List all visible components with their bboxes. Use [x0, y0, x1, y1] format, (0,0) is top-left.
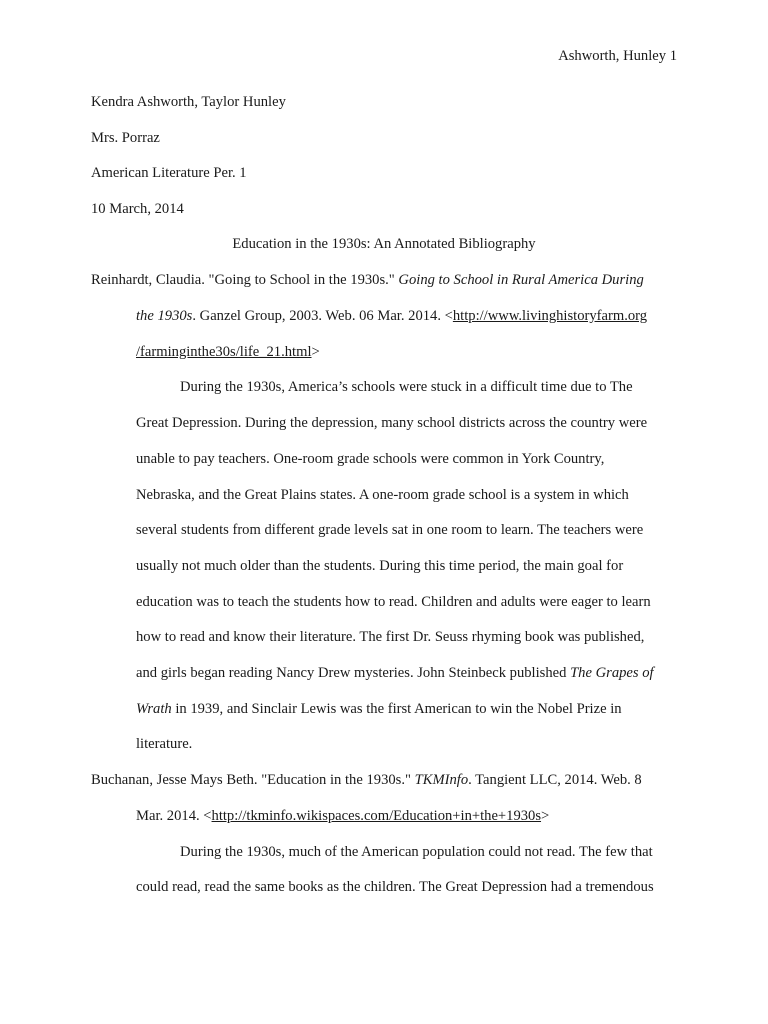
- annotation-line: [136, 700, 622, 718]
- citation-text: . Ganzel Group, 2003. Web. 06 Mar. 2014. <: [192, 308, 453, 324]
- author-names: Kendra Ashworth, Taylor Hunley: [91, 94, 286, 110]
- citation-text: >: [541, 808, 550, 824]
- citation-link[interactable]: http://tkminfo.wikispaces.com/Education+in+the+1930s: [211, 808, 542, 824]
- annotation-line: usually not much older than the students. During this time period, the main goal for: [136, 558, 624, 574]
- annotation-line: Nebraska, and the Great Plains states. A one-room grade school is a system in which: [136, 487, 629, 503]
- annotation-line: could read, read the same books as the children. The Great Depression had a tremendous: [136, 879, 654, 895]
- citation-source-title: the 1930s: [136, 308, 193, 324]
- running-head: Ashworth, Hunley 1: [558, 48, 677, 64]
- annotation-line: how to read and know their literature. The first Dr. Seuss rhyming book was published,: [136, 629, 645, 645]
- citation-link[interactable]: /farminginthe30s/life_21.html: [136, 344, 312, 360]
- document-title: Education in the 1930s: An Annotated Bibliography: [232, 236, 536, 252]
- annotation-line: unable to pay teachers. One-room grade schools were common in York Country,: [136, 451, 605, 467]
- annotation-line: literature.: [136, 736, 193, 752]
- citation-line: [136, 307, 647, 325]
- citation-line: [91, 271, 644, 289]
- teacher-name: Mrs. Porraz: [91, 130, 160, 146]
- citation-text: >: [311, 344, 320, 360]
- course-name: American Literature Per. 1: [91, 165, 247, 181]
- citation-text: . Tangient LLC, 2014. Web. 8: [468, 772, 642, 788]
- citation-line: [136, 343, 320, 361]
- annotation-line: [136, 664, 654, 682]
- citation-source-title: Going to School in Rural America During: [398, 272, 644, 288]
- book-title: Wrath: [136, 701, 172, 717]
- citation-text: Buchanan, Jesse Mays Beth. "Education in the 1930s.": [91, 772, 415, 788]
- document-date: 10 March, 2014: [91, 201, 184, 217]
- citation-link[interactable]: http://www.livinghistoryfarm.org: [452, 308, 648, 324]
- citation-line: [136, 807, 549, 825]
- annotation-text: in 1939, and Sinclair Lewis was the first American to win the Nobel Prize in: [171, 701, 622, 717]
- annotation-line: During the 1930s, America’s schools were stuck in a difficult time due to The: [180, 379, 633, 395]
- citation-line: [91, 771, 642, 789]
- citation-text: Mar. 2014. <: [136, 808, 212, 824]
- citation-text: Reinhardt, Claudia. "Going to School in the 1930s.": [91, 272, 399, 288]
- book-title: The Grapes of: [570, 665, 654, 681]
- annotation-line: During the 1930s, much of the American population could not read. The few that: [180, 844, 653, 860]
- annotation-line: Great Depression. During the depression, many school districts across the country were: [136, 415, 648, 431]
- annotation-line: education was to teach the students how to read. Children and adults were eager to learn: [136, 594, 651, 610]
- annotation-text: and girls began reading Nancy Drew mysteries. John Steinbeck published: [136, 665, 571, 681]
- annotation-line: several students from different grade levels sat in one room to learn. The teachers were: [136, 522, 644, 538]
- citation-source-title: TKMInfo: [414, 772, 469, 788]
